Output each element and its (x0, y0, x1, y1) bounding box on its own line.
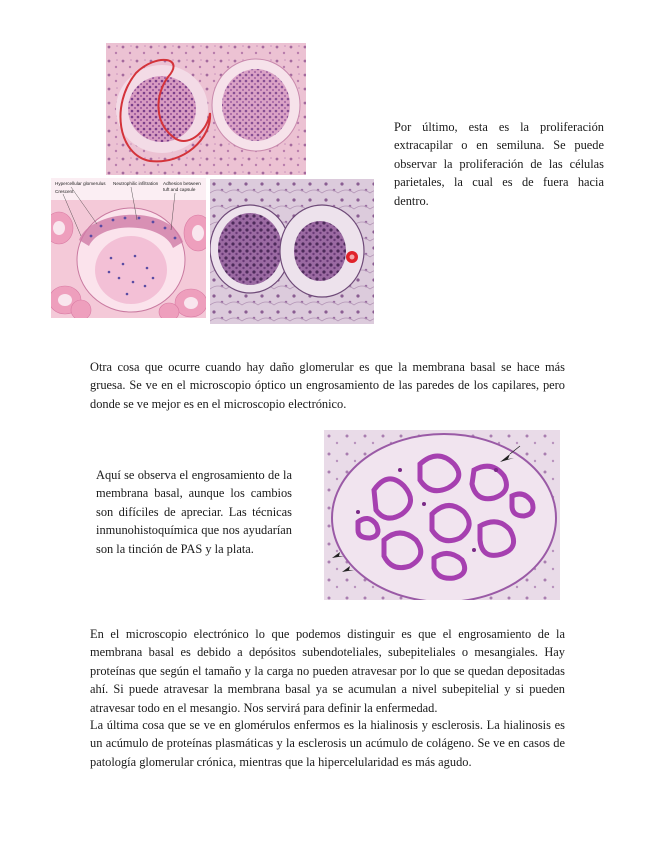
label-adhesion-line-1: Adhesion between (163, 181, 201, 186)
crescent-description: Por último, esta es la proliferación extracapilar o en semiluna. Se puede observar la proliferación de las células parietales, la cual es de fuera hacia dentro. (394, 120, 604, 208)
label-crescent: Crescent (55, 189, 74, 194)
basement-membrane-intro: Otra cosa que ocurre cuando hay daño glomerular es que la membrana basal se hace más gruesa. Se ve en el microscopio óptico un engrosamiento de las paredes de los capilares, pero donde se ve mejor es en el microscopio electrónico. (90, 360, 565, 411)
label-hypercellular-glomerulus: Hypercellular glomerulus (55, 181, 106, 186)
label-adhesion-line-2: tuft and capsule (163, 187, 196, 192)
thickened-membrane-micrograph (324, 430, 560, 600)
crescent-glomerulus-micrograph (106, 43, 306, 175)
electron-microscope-deposits: En el microscopio electrónico lo que podemos distinguir es que el engrosamiento de la membrana basal es debido a depósitos subendoteliales, subepiteliales o mesangiales. Hay proteínas que según el tamaño y la carga no pueden atravesar por lo que se quedan depositadas ahí. Si puede atravesar la membrana basal ya se acumulan a nivel subepitelial y si pueden atravesar todo en el mesangio. Nos servirá para definir la enfermedad. (90, 627, 565, 715)
label-neutrophilic-infiltration: Neutrophilic infiltration (113, 181, 159, 186)
crescent-schematic-diagram (51, 178, 206, 318)
pas-glomeruli-micrograph (210, 179, 374, 324)
membrane-observation: Aquí se observa el engrosamiento de la membrana basal, aunque los cambios son difíciles de apreciar. Las técnicas inmunohistoquímica que nos ayudarían son la tinción de PAS y la plata. (96, 468, 292, 556)
hyalinosis-sclerosis: La última cosa que se ve en glomérulos enfermos es la hialinosis y esclerosis. La hialinosis es un acúmulo de proteínas plasmáticas y la esclerosis un acúmulo de colágeno. Se ve en casos de patología glomerular crónica, mientras que la hipercelularidad es más agudo. (90, 718, 565, 769)
